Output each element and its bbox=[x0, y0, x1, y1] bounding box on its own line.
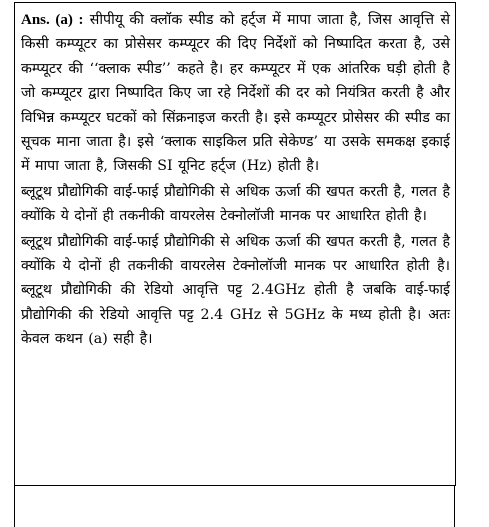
answer-box bbox=[14, 2, 456, 486]
clock-speed-text: सीपीयू की क्लॉक स्पीड को हर्ट्ज में मापा जाता है, जिस आवृत्ति से किसी कम्प्यूटर का प्रोसेसर कम्प्यूटर की दिए निर्देशों को निष्पादित करता है, उसे कम्प्यूटर की ‘‘क्लाक स्पीड’’ कहते है। हर कम्प्यूटर में एक आंतरिक घड़ी होती है जो कम्प्यूटर द्वारा निष्पादित किए जा रहे निर्देशों की दर को नियंत्रित करती है और विभिन्न कम्प्यूटर घटकों को सिंक्रनाइज करती है। इसे कम्प्यूटर प्रोसेसर की स्पीड का सूचक माना जाता है। इसे ‘क्लाक साइकिल प्रति सेकेण्ड’ या उसके समकक्ष इकाई में मापा जाता है, जिसकी SI यूनिट हर्ट्ज (Hz) होती है। bbox=[21, 12, 451, 175]
answer-label: Ans. (a) : bbox=[21, 12, 84, 28]
answer-paragraph-bluetooth-1: ब्लूटूथ प्रौद्योगिकी वाई-फाई प्रौद्योगिकी से अधिक ऊर्जा की खपत करती है, गलत है क्योंकि ये दोनों ही तकनीकी वायरलेस टेक्नोलॉजी मानक पर आधारित होती है। bbox=[21, 183, 450, 225]
answer-paragraph-clock-speed bbox=[21, 8, 450, 179]
page-border-left bbox=[14, 486, 15, 527]
page-border-right bbox=[454, 486, 455, 527]
answer-paragraph-bluetooth-2: ब्लूटूथ प्रौद्योगिकी वाई-फाई प्रौद्योगिकी से अधिक ऊर्जा की खपत करती है, गलत है क्योंकि ये दोनों ही तकनीकी वायरलेस टेक्नोलॉजी मानक पर आधारित होती है। ब्लूटूथ प्रौद्योगिकी की रेडियो आवृत्ति पट्ट 2.4GHz होती है जबकि वाई-फाई प्रौद्योगिकी की रेडियो आवृत्ति पट्ट 2.4 GHz से 5GHz के मध्य होती है। अतः केवल कथन (a) सही है। bbox=[21, 233, 450, 348]
